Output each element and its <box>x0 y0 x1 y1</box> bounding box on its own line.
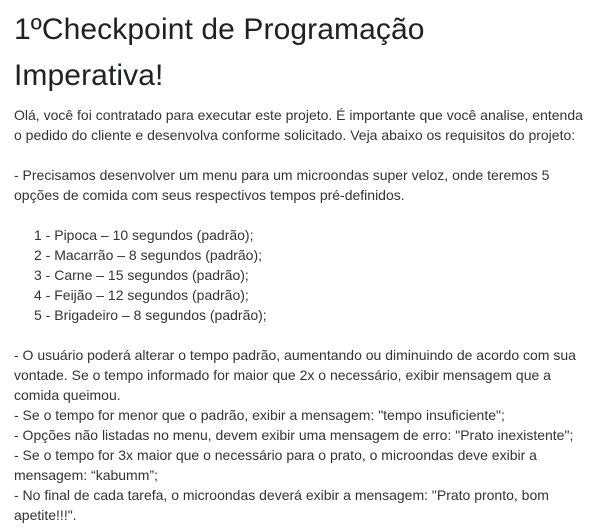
rule-line: - O usuário poderá alterar o tempo padrão, aumentando ou diminuindo de acordo com sua <box>14 347 576 363</box>
intro-paragraph <box>14 105 599 145</box>
rule-line: vontade. Se o tempo informado for maior que 2x o necessário, exibir mensagem que a <box>14 367 551 383</box>
requirement-line-2: opções de comida com seus respectivos tempos pré-definidos. <box>14 187 405 203</box>
spacer <box>14 325 599 345</box>
rule-line: comida queimou. <box>14 387 121 403</box>
rules-section <box>14 345 599 525</box>
rule-line: - Se o tempo for 3x maior que o necessário para o prato, o microondas deve exibir a <box>14 447 537 463</box>
rule-line: - Opções não listadas no menu, devem exibir uma mensagem de erro: "Prato inexistente"; <box>14 427 574 443</box>
menu-option-carne: 3 - Carne – 15 segundos (padrão); <box>34 267 249 283</box>
rule-line: - Se o tempo for menor que o padrão, exibir a mensagem: "tempo insuficiente"; <box>14 407 505 423</box>
page-title <box>14 7 599 99</box>
menu-option-feijao: 4 - Feijão – 12 segundos (padrão); <box>34 287 249 303</box>
document <box>14 0 599 525</box>
page-title-line-1: 1ºCheckpoint de Programação <box>14 13 425 46</box>
rule-line: mensagem: “kabumm”; <box>14 467 158 483</box>
menu-options-list <box>14 225 599 325</box>
menu-option-macarrao: 2 - Macarrão – 8 segundos (padrão); <box>34 247 263 263</box>
intro-line-2: o pedido do cliente e desenvolva conforme solicitado. Veja abaixo os requisitos do projeto: <box>14 127 576 143</box>
rule-line: - No final de cada tarefa, o microondas deverá exibir a mensagem: "Prato pronto, bom <box>14 487 549 503</box>
rule-line: apetite!!!". <box>14 507 77 523</box>
page-title-line-2: Imperativa! <box>14 59 164 92</box>
requirement-line-1: - Precisamos desenvolver um menu para um microondas super veloz, onde teremos 5 <box>14 167 550 183</box>
spacer <box>14 205 599 225</box>
menu-option-brigadeiro: 5 - Brigadeiro – 8 segundos (padrão); <box>34 307 267 323</box>
spacer <box>14 145 599 165</box>
menu-option-pipoca: 1 - Pipoca – 10 segundos (padrão); <box>34 227 254 243</box>
requirement-paragraph <box>14 165 599 205</box>
intro-line-1: Olá, você foi contratado para executar este projeto. É importante que você analise, entenda <box>14 107 583 123</box>
